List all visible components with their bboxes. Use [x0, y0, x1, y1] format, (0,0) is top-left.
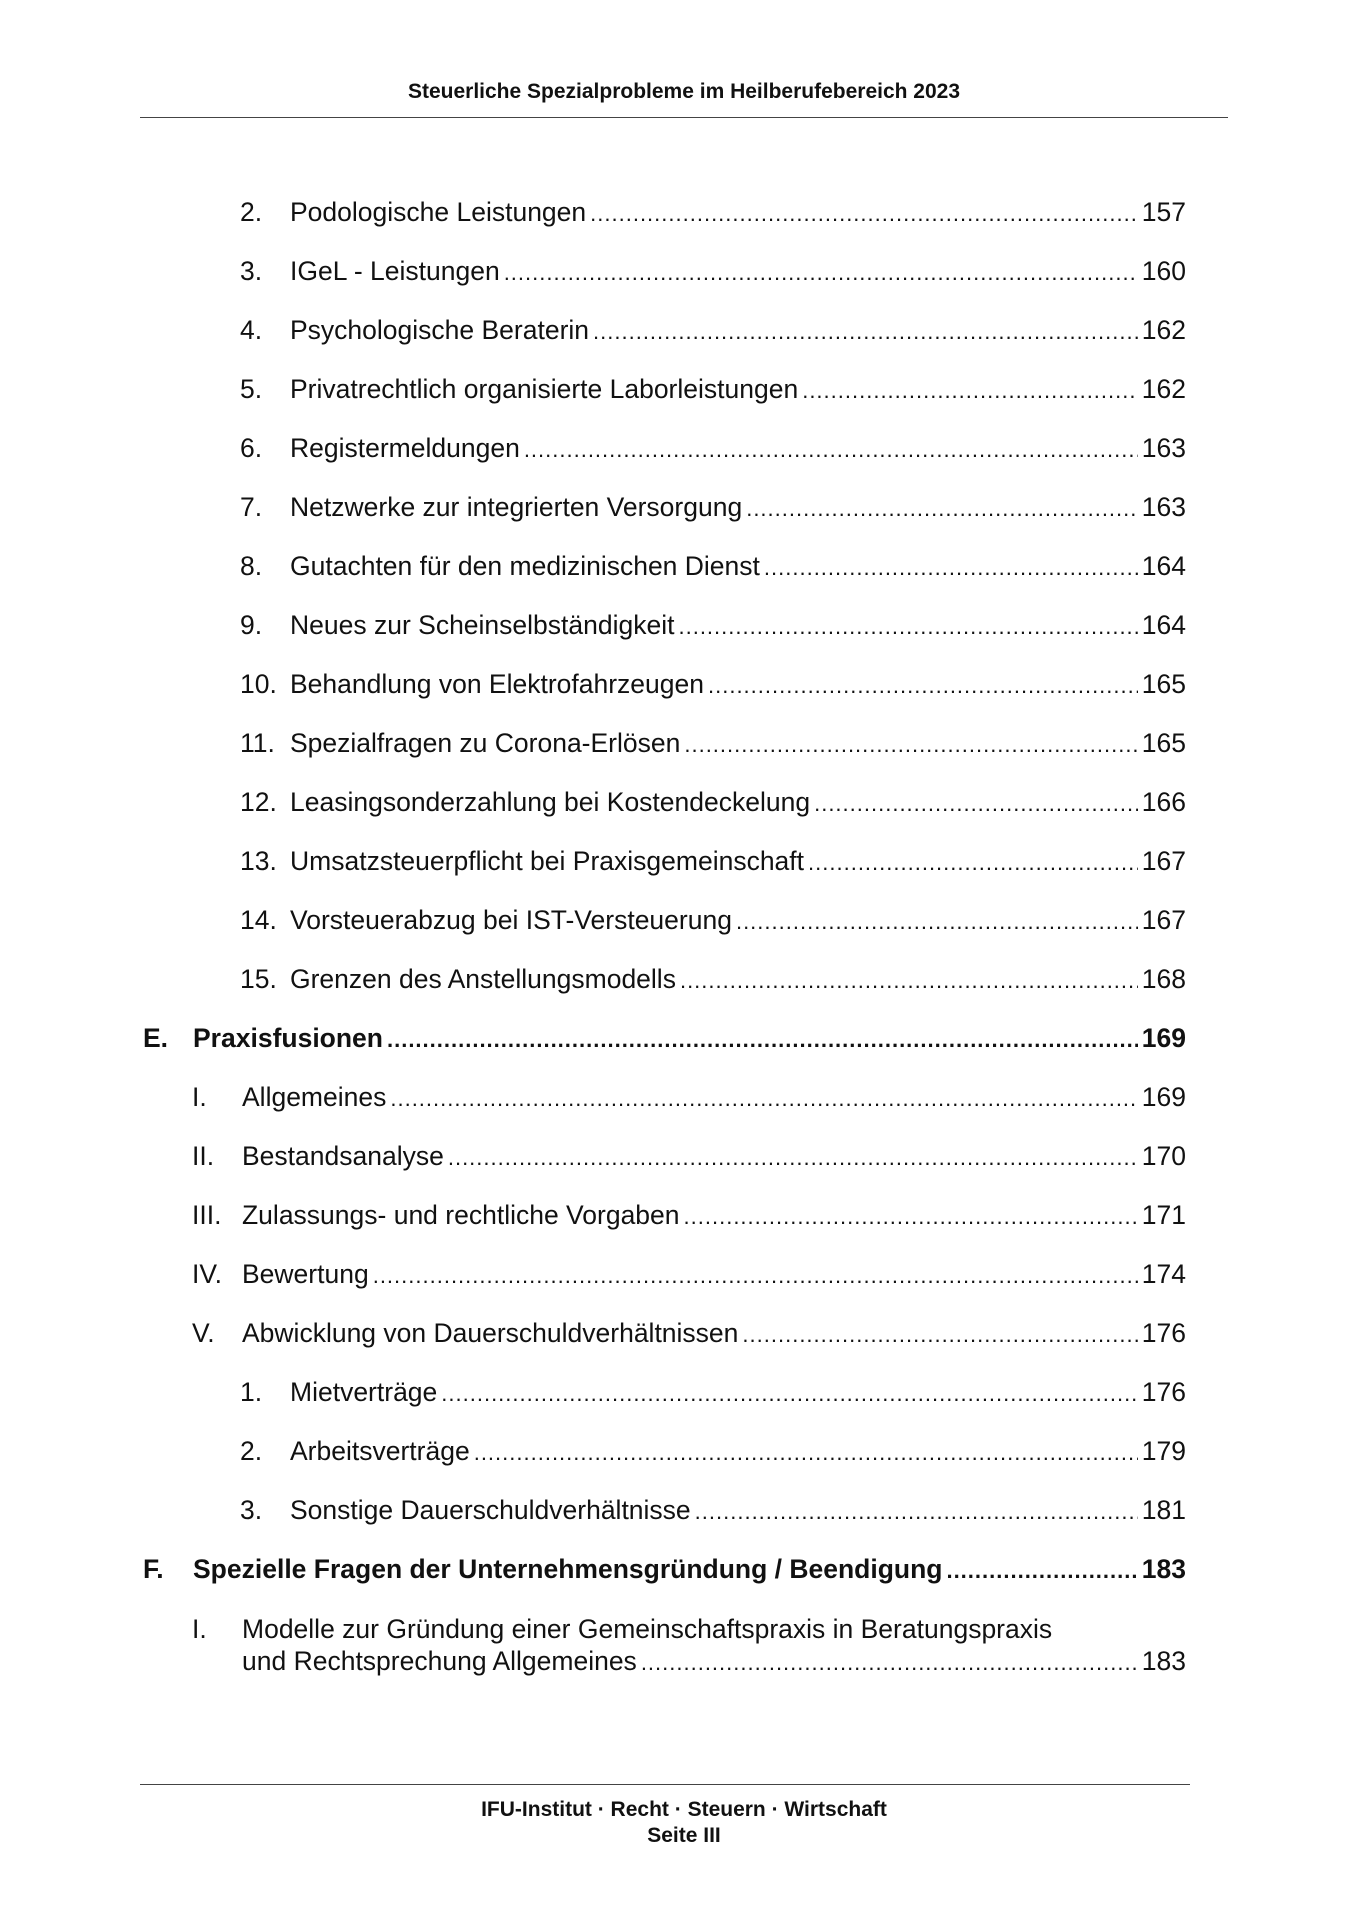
toc-entry[interactable] — [192, 1141, 1186, 1173]
toc-page: 167 — [1141, 846, 1186, 876]
toc-page: 167 — [1141, 905, 1186, 935]
toc-number: F. — [143, 1554, 164, 1584]
toc-leader — [373, 1261, 1138, 1291]
toc-number: 13. — [240, 846, 277, 876]
toc-title: Psychologische Beraterin — [290, 315, 590, 345]
toc-number: 3. — [240, 1495, 263, 1525]
toc-leader — [387, 1025, 1138, 1055]
toc-page: 176 — [1141, 1377, 1186, 1407]
toc-title: Bewertung — [242, 1259, 369, 1289]
toc-number: E. — [143, 1023, 169, 1053]
toc-entry[interactable] — [192, 1082, 1186, 1114]
toc-number: 7. — [240, 492, 263, 522]
toc-number: III. — [192, 1200, 222, 1230]
toc-number: 2. — [240, 1436, 263, 1466]
toc-title-line1: Modelle zur Gründung einer Gemeinschaftspraxis in Beratungspraxis — [242, 1614, 1053, 1644]
toc-entry[interactable] — [240, 669, 1186, 701]
toc-number: 5. — [240, 374, 263, 404]
toc-entry[interactable] — [240, 905, 1186, 937]
toc-page: 157 — [1141, 197, 1186, 227]
toc-title: Behandlung von Elektrofahrzeugen — [290, 669, 704, 699]
toc-page: 183 — [1141, 1554, 1186, 1584]
toc-leader — [390, 1084, 1137, 1114]
toc-entry[interactable] — [240, 492, 1186, 524]
toc-title-line2: und Rechtsprechung Allgemeines — [242, 1646, 637, 1676]
toc-leader — [814, 789, 1138, 819]
page-header: Steuerliche Spezialprobleme im Heilberufebereich 2023 — [407, 80, 961, 103]
toc-entry[interactable] — [192, 1318, 1186, 1350]
toc-title: IGeL - Leistungen — [290, 256, 500, 286]
toc-entry[interactable] — [240, 1377, 1186, 1409]
toc-leader — [764, 553, 1138, 583]
toc-page: 176 — [1141, 1318, 1186, 1348]
toc-number: 8. — [240, 551, 263, 581]
toc-leader — [474, 1438, 1138, 1468]
toc-entry[interactable] — [240, 197, 1186, 229]
toc-page: 170 — [1141, 1141, 1186, 1171]
toc-number: 14. — [240, 905, 277, 935]
toc-title: Privatrechtlich organisierte Laborleistungen — [290, 374, 799, 404]
toc-page: 164 — [1141, 551, 1186, 581]
toc-leader — [736, 907, 1138, 937]
toc-leader — [678, 612, 1137, 642]
toc-leader — [641, 1647, 1138, 1679]
toc-entry[interactable] — [192, 1259, 1186, 1291]
toc-page: 183 — [1141, 1646, 1186, 1676]
toc-leader — [590, 199, 1138, 229]
toc-title: Gutachten für den medizinischen Dienst — [290, 551, 760, 581]
toc-leader — [441, 1379, 1138, 1409]
toc-page: 171 — [1141, 1200, 1186, 1230]
toc-title: Mietverträge — [290, 1377, 438, 1407]
toc-leader — [680, 966, 1138, 996]
toc-title: Netzwerke zur integrierten Versorgung — [290, 492, 743, 522]
toc-title: Arbeitsverträge — [290, 1436, 470, 1466]
toc-leader — [504, 258, 1138, 288]
toc-entry[interactable] — [240, 433, 1186, 465]
toc-page: 169 — [1141, 1023, 1186, 1053]
toc-title: Vorsteuerabzug bei IST-Versteuerung — [290, 905, 732, 935]
toc-page: 165 — [1141, 669, 1186, 699]
toc-number: 10. — [240, 669, 277, 699]
toc-section-entry[interactable] — [143, 1023, 1186, 1055]
toc-entry[interactable] — [240, 1495, 1186, 1527]
toc-page: 164 — [1141, 610, 1186, 640]
toc-title: Neues zur Scheinselbständigkeit — [290, 610, 675, 640]
toc-page: 181 — [1141, 1495, 1186, 1525]
toc-title: Bestandsanalyse — [242, 1141, 444, 1171]
toc-number: 6. — [240, 433, 263, 463]
toc-leader — [684, 1202, 1138, 1232]
toc-entry[interactable] — [240, 846, 1186, 878]
toc-number: IV. — [192, 1259, 222, 1289]
toc-number: I. — [192, 1614, 207, 1644]
toc-entry[interactable] — [240, 964, 1186, 996]
toc-leader — [695, 1497, 1138, 1527]
toc-number: 12. — [240, 787, 277, 817]
toc-number: V. — [192, 1318, 215, 1348]
toc-leader — [708, 671, 1138, 701]
toc-section-entry[interactable] — [143, 1554, 1186, 1586]
toc-leader — [808, 848, 1138, 878]
toc-number: 3. — [240, 256, 263, 286]
toc-number: 2. — [240, 197, 263, 227]
toc-title: Zulassungs- und rechtliche Vorgaben — [242, 1200, 680, 1230]
toc-page: 166 — [1141, 787, 1186, 817]
toc-title: Allgemeines — [242, 1082, 387, 1112]
toc-entry[interactable] — [240, 315, 1186, 347]
toc-title: Registermeldungen — [290, 433, 520, 463]
toc-page: 162 — [1141, 374, 1186, 404]
toc-number: II. — [192, 1141, 215, 1171]
toc-title: Praxisfusionen — [193, 1023, 383, 1053]
toc-number: 1. — [240, 1377, 263, 1407]
toc-leader — [593, 317, 1138, 347]
toc-number: 4. — [240, 315, 263, 345]
toc-entry[interactable] — [240, 610, 1186, 642]
toc-entry[interactable] — [240, 374, 1186, 406]
toc-leader — [802, 376, 1138, 406]
toc-page: 179 — [1141, 1436, 1186, 1466]
footer-page-number: Seite III — [647, 1824, 721, 1847]
toc-title: Leasingsonderzahlung bei Kostendeckelung — [290, 787, 811, 817]
toc-entry[interactable] — [240, 728, 1186, 760]
toc-entry[interactable] — [240, 551, 1186, 583]
toc-page: 174 — [1141, 1259, 1186, 1289]
toc-leader — [684, 730, 1137, 760]
footer-institute: IFU-Institut · Recht · Steuern · Wirtschaft — [481, 1798, 887, 1821]
toc-page: 163 — [1141, 433, 1186, 463]
toc-leader — [746, 494, 1138, 524]
toc-page: 165 — [1141, 728, 1186, 758]
toc-entry[interactable] — [240, 787, 1186, 819]
toc-page: 160 — [1141, 256, 1186, 286]
toc-title: Spezielle Fragen der Unternehmensgründung / Beendigung — [193, 1554, 943, 1584]
toc-page: 162 — [1141, 315, 1186, 345]
toc-number: 15. — [240, 964, 277, 994]
toc-leader — [742, 1320, 1137, 1350]
toc-number: I. — [192, 1082, 207, 1112]
toc-entry[interactable] — [240, 256, 1186, 288]
toc-page: 168 — [1141, 964, 1186, 994]
toc-number: 9. — [240, 610, 263, 640]
footer-rule — [140, 1784, 1190, 1785]
toc-page: 169 — [1141, 1082, 1186, 1112]
toc-leader — [448, 1143, 1138, 1173]
toc-entry[interactable] — [192, 1200, 1186, 1232]
toc-title: Abwicklung von Dauerschuldverhältnissen — [242, 1318, 739, 1348]
toc-title: Sonstige Dauerschuldverhältnisse — [290, 1495, 691, 1525]
toc-title: Spezialfragen zu Corona-Erlösen — [290, 728, 681, 758]
toc-entry[interactable] — [240, 1436, 1186, 1468]
toc-leader — [524, 435, 1138, 465]
toc-leader — [946, 1556, 1137, 1586]
toc-page: 163 — [1141, 492, 1186, 522]
toc-number: 11. — [240, 728, 275, 758]
toc-title: Umsatzsteuerpflicht bei Praxisgemeinschaft — [290, 846, 805, 876]
toc-title: Podologische Leistungen — [290, 197, 587, 227]
toc-title: Grenzen des Anstellungsmodells — [290, 964, 676, 994]
page-footer — [140, 1797, 1228, 1849]
